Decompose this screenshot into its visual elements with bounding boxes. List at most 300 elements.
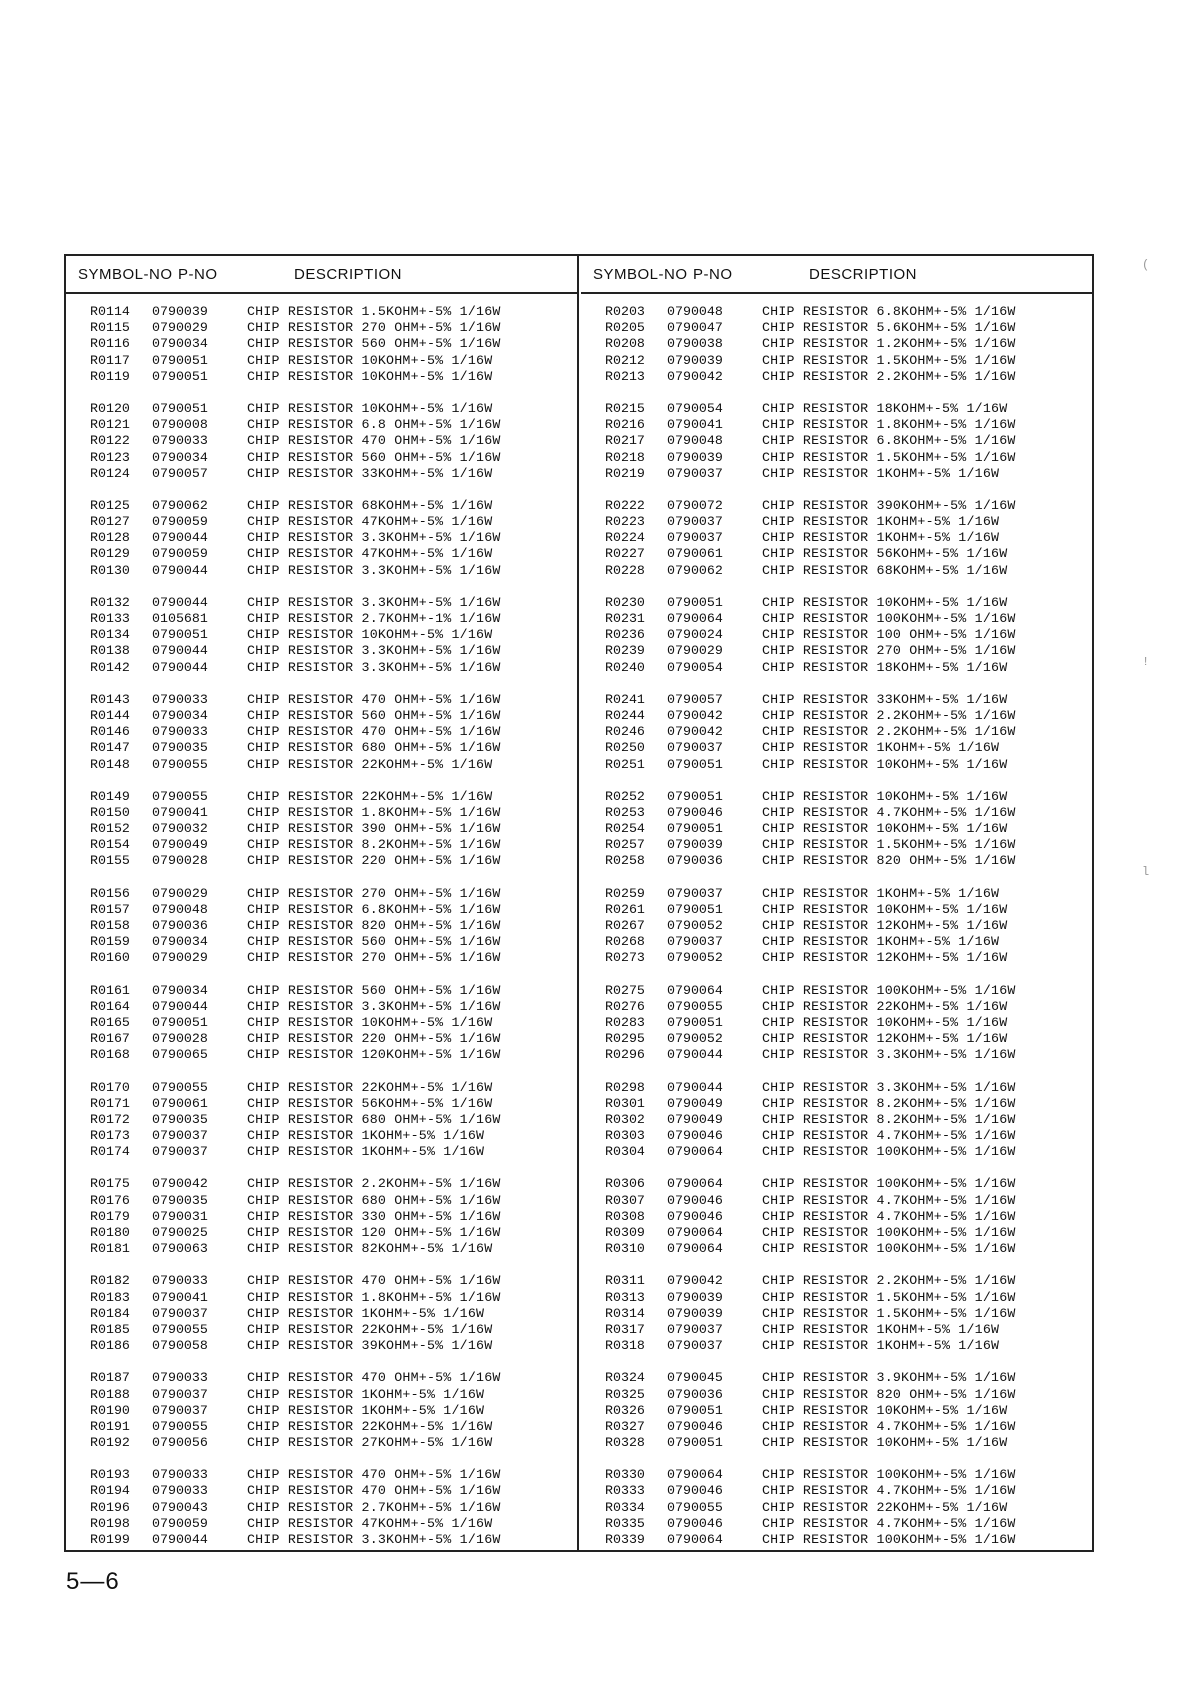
description: CHIP RESISTOR 1.8KOHM+-5% 1/16W — [247, 804, 501, 820]
symbol-no: R0142 — [90, 659, 130, 675]
description: CHIP RESISTOR 1KOHM+-5% 1/16W — [762, 740, 1000, 756]
part-no: 0790051 — [667, 1402, 723, 1418]
part-no: 0790039 — [152, 304, 208, 319]
symbol-no: R0173 — [90, 1128, 130, 1144]
table-row — [581, 498, 1094, 514]
table-row — [581, 1322, 1094, 1338]
table-row — [581, 708, 1094, 724]
table-row — [581, 433, 1094, 449]
parts-group — [581, 983, 1094, 1064]
symbol-no: R0194 — [90, 1483, 130, 1499]
description: CHIP RESISTOR 330 OHM+-5% 1/16W — [247, 1208, 501, 1224]
part-no: 0790024 — [667, 627, 723, 643]
p-no-header: P-NO — [693, 266, 733, 283]
table-row — [581, 563, 1094, 579]
description: CHIP RESISTOR 470 OHM+-5% 1/16W — [247, 433, 501, 449]
symbol-no: R0147 — [90, 740, 130, 756]
table-row — [66, 757, 577, 773]
symbol-no: R0168 — [90, 1047, 130, 1063]
description: CHIP RESISTOR 22KOHM+-5% 1/16W — [247, 788, 493, 804]
parts-group — [581, 1467, 1094, 1548]
part-no: 0790042 — [667, 707, 723, 723]
description: CHIP RESISTOR 1.2KOHM+-5% 1/16W — [762, 336, 1016, 352]
symbol-no: R0339 — [605, 1532, 645, 1547]
symbol-no: R0157 — [90, 901, 130, 917]
symbol-no: R0186 — [90, 1338, 130, 1354]
symbol-no: R0130 — [90, 562, 130, 578]
part-no: 0790044 — [152, 530, 208, 546]
part-no: 0790044 — [667, 1079, 723, 1095]
table-row — [581, 1015, 1094, 1031]
description: CHIP RESISTOR 39KOHM+-5% 1/16W — [247, 1338, 493, 1354]
symbol-no: R0254 — [605, 821, 645, 837]
description: CHIP RESISTOR 4.7KOHM+-5% 1/16W — [762, 1208, 1016, 1224]
symbol-no: R0314 — [605, 1305, 645, 1321]
table-row — [66, 1516, 577, 1532]
table-row — [581, 1532, 1094, 1548]
part-no: 0790036 — [667, 853, 723, 869]
symbol-no: R0212 — [605, 352, 645, 368]
table-row — [66, 1419, 577, 1435]
description: CHIP RESISTOR 10KOHM+-5% 1/16W — [247, 368, 493, 384]
parts-group — [66, 401, 577, 482]
symbol-no-header: SYMBOL-NO — [78, 266, 173, 283]
table-row — [581, 853, 1094, 869]
table-row — [581, 1031, 1094, 1047]
parts-group — [66, 983, 577, 1064]
part-no: 0790035 — [152, 1111, 208, 1127]
table-row — [66, 320, 577, 336]
table-row — [66, 983, 577, 999]
symbol-no: R0275 — [605, 982, 645, 998]
part-no: 0790037 — [667, 1338, 723, 1354]
part-no: 0790055 — [152, 756, 208, 772]
table-row — [66, 692, 577, 708]
description: CHIP RESISTOR 3.3KOHM+-5% 1/16W — [247, 643, 501, 659]
symbol-no: R0328 — [605, 1435, 645, 1451]
symbol-no: R0318 — [605, 1338, 645, 1354]
symbol-no: R0193 — [90, 1467, 130, 1483]
part-no: 0790057 — [152, 465, 208, 481]
description: CHIP RESISTOR 47KOHM+-5% 1/16W — [247, 514, 493, 530]
part-no: 0790035 — [152, 1192, 208, 1208]
table-row — [66, 450, 577, 466]
part-no: 0790034 — [152, 336, 208, 352]
part-no: 0790051 — [667, 1435, 723, 1451]
description: CHIP RESISTOR 1.5KOHM+-5% 1/16W — [762, 1305, 1016, 1321]
part-no: 0790039 — [667, 837, 723, 853]
symbol-no: R0326 — [605, 1402, 645, 1418]
part-no: 0790041 — [667, 417, 723, 433]
table-row — [66, 999, 577, 1015]
description: CHIP RESISTOR 8.2KOHM+-5% 1/16W — [762, 1095, 1016, 1111]
description: CHIP RESISTOR 390 OHM+-5% 1/16W — [247, 821, 501, 837]
table-row — [581, 983, 1094, 999]
symbol-no: R0313 — [605, 1289, 645, 1305]
symbol-no: R0196 — [90, 1499, 130, 1515]
table-row — [581, 1516, 1094, 1532]
symbol-no: R0146 — [90, 724, 130, 740]
part-no: 0790036 — [152, 918, 208, 933]
symbol-no: R0244 — [605, 707, 645, 723]
table-row — [581, 1467, 1094, 1483]
description: CHIP RESISTOR 100KOHM+-5% 1/16W — [762, 1532, 1016, 1547]
part-no: 0790051 — [152, 627, 208, 643]
description: CHIP RESISTOR 10KOHM+-5% 1/16W — [247, 627, 493, 643]
table-row — [581, 660, 1094, 676]
parts-group — [66, 304, 577, 385]
description: CHIP RESISTOR 470 OHM+-5% 1/16W — [247, 1467, 501, 1483]
symbol-no: R0205 — [605, 320, 645, 336]
table-row — [581, 821, 1094, 837]
table-row — [581, 1112, 1094, 1128]
description: CHIP RESISTOR 8.2KOHM+-5% 1/16W — [247, 837, 501, 853]
symbol-no: R0132 — [90, 594, 130, 610]
table-row — [66, 466, 577, 482]
table-row — [581, 902, 1094, 918]
table-row — [66, 1483, 577, 1499]
table-row — [581, 789, 1094, 805]
symbol-no: R0117 — [90, 352, 130, 368]
table-row — [66, 950, 577, 966]
part-no: 0790044 — [152, 643, 208, 659]
part-no: 0790039 — [667, 352, 723, 368]
symbol-no: R0251 — [605, 756, 645, 772]
table-row — [66, 417, 577, 433]
table-row — [581, 999, 1094, 1015]
description: CHIP RESISTOR 1KOHM+-5% 1/16W — [247, 1402, 485, 1418]
table-row — [581, 1273, 1094, 1289]
table-row — [581, 1241, 1094, 1257]
table-row — [66, 886, 577, 902]
description: CHIP RESISTOR 100 OHM+-5% 1/16W — [762, 627, 1016, 643]
part-no: 0790033 — [152, 724, 208, 740]
symbol-no: R0125 — [90, 497, 130, 513]
description: CHIP RESISTOR 3.3KOHM+-5% 1/16W — [762, 1047, 1016, 1063]
part-no: 0790029 — [152, 885, 208, 901]
table-row — [581, 1500, 1094, 1516]
description: CHIP RESISTOR 270 OHM+-5% 1/16W — [247, 320, 501, 336]
part-no: 0790055 — [152, 1079, 208, 1095]
description: CHIP RESISTOR 22KOHM+-5% 1/16W — [247, 1418, 493, 1434]
description: CHIP RESISTOR 5.6KOHM+-5% 1/16W — [762, 320, 1016, 336]
description: CHIP RESISTOR 100KOHM+-5% 1/16W — [762, 982, 1016, 998]
symbol-no: R0122 — [90, 433, 130, 449]
part-no: 0790052 — [667, 918, 723, 933]
part-no: 0790033 — [152, 1370, 208, 1386]
description: CHIP RESISTOR 33KOHM+-5% 1/16W — [247, 465, 493, 481]
description: CHIP RESISTOR 4.7KOHM+-5% 1/16W — [762, 1192, 1016, 1208]
part-no: 0790037 — [152, 1386, 208, 1402]
table-row — [66, 1080, 577, 1096]
table-row — [581, 514, 1094, 530]
table-row — [581, 1338, 1094, 1354]
description: CHIP RESISTOR 220 OHM+-5% 1/16W — [247, 1031, 501, 1047]
part-no: 0790033 — [152, 1273, 208, 1289]
symbol-no: R0240 — [605, 659, 645, 675]
table-row — [66, 627, 577, 643]
part-no: 0790032 — [152, 821, 208, 837]
description: CHIP RESISTOR 22KOHM+-5% 1/16W — [762, 998, 1008, 1014]
description: CHIP RESISTOR 10KOHM+-5% 1/16W — [762, 821, 1008, 837]
table-row — [66, 1031, 577, 1047]
part-no: 0790056 — [152, 1435, 208, 1451]
description: CHIP RESISTOR 2.2KOHM+-5% 1/16W — [762, 1273, 1016, 1289]
table-row — [66, 498, 577, 514]
table-row — [581, 1128, 1094, 1144]
symbol-no: R0296 — [605, 1047, 645, 1063]
part-no: 0790064 — [667, 982, 723, 998]
left-parts-groups — [66, 294, 577, 1548]
part-no: 0790061 — [152, 1095, 208, 1111]
symbol-no: R0182 — [90, 1273, 130, 1289]
part-no: 0790037 — [667, 514, 723, 530]
table-row — [66, 789, 577, 805]
description: CHIP RESISTOR 10KOHM+-5% 1/16W — [762, 901, 1008, 917]
part-no: 0790037 — [667, 530, 723, 546]
part-no: 0790029 — [667, 643, 723, 659]
symbol-no: R0239 — [605, 643, 645, 659]
table-row — [66, 660, 577, 676]
symbol-no: R0259 — [605, 885, 645, 901]
parts-group — [66, 692, 577, 773]
symbol-no: R0253 — [605, 804, 645, 820]
table-row — [66, 643, 577, 659]
description-header: DESCRIPTION — [809, 266, 918, 283]
table-row — [581, 918, 1094, 934]
part-no: 0790033 — [152, 1467, 208, 1483]
part-no: 0790039 — [667, 1289, 723, 1305]
description: CHIP RESISTOR 2.2KOHM+-5% 1/16W — [247, 1176, 501, 1192]
description: CHIP RESISTOR 1.5KOHM+-5% 1/16W — [762, 1289, 1016, 1305]
description: CHIP RESISTOR 10KOHM+-5% 1/16W — [762, 1014, 1008, 1030]
table-row — [66, 1403, 577, 1419]
description: CHIP RESISTOR 100KOHM+-5% 1/16W — [762, 611, 1016, 626]
symbol-no: R0133 — [90, 611, 130, 626]
table-row — [581, 950, 1094, 966]
table-row — [66, 530, 577, 546]
description: CHIP RESISTOR 270 OHM+-5% 1/16W — [247, 950, 501, 966]
description: CHIP RESISTOR 22KOHM+-5% 1/16W — [247, 1321, 493, 1337]
part-no: 0790037 — [667, 740, 723, 756]
symbol-no: R0179 — [90, 1208, 130, 1224]
symbol-no: R0304 — [605, 1144, 645, 1160]
parts-group — [581, 1080, 1094, 1161]
part-no: 0790055 — [152, 1321, 208, 1337]
table-row — [66, 1193, 577, 1209]
symbol-no: R0223 — [605, 514, 645, 530]
parts-list-table — [64, 254, 1094, 1552]
part-no: 0790034 — [152, 707, 208, 723]
symbol-no: R0134 — [90, 627, 130, 643]
table-row — [66, 1176, 577, 1192]
description: CHIP RESISTOR 1KOHM+-5% 1/16W — [762, 514, 1000, 530]
description: CHIP RESISTOR 470 OHM+-5% 1/16W — [247, 1273, 501, 1289]
table-row — [581, 805, 1094, 821]
symbol-no: R0258 — [605, 853, 645, 869]
table-row — [66, 353, 577, 369]
symbol-no: R0160 — [90, 950, 130, 966]
symbol-no: R0114 — [90, 304, 130, 319]
part-no: 0790051 — [667, 821, 723, 837]
parts-group — [66, 1370, 577, 1451]
part-no: 0790037 — [667, 465, 723, 481]
part-no: 0790058 — [152, 1338, 208, 1354]
part-no: 0790051 — [667, 1014, 723, 1030]
table-row — [581, 336, 1094, 352]
right-column-header — [581, 256, 1094, 294]
symbol-no: R0187 — [90, 1370, 130, 1386]
symbol-no: R0236 — [605, 627, 645, 643]
symbol-no: R0252 — [605, 788, 645, 804]
table-row — [581, 369, 1094, 385]
description: CHIP RESISTOR 1KOHM+-5% 1/16W — [762, 885, 1000, 901]
table-row — [581, 627, 1094, 643]
parts-group — [581, 304, 1094, 385]
left-column — [66, 256, 579, 1550]
symbol-no: R0165 — [90, 1014, 130, 1030]
symbol-no: R0129 — [90, 546, 130, 562]
symbol-no: R0123 — [90, 449, 130, 465]
part-no: 0790044 — [152, 594, 208, 610]
description: CHIP RESISTOR 1KOHM+-5% 1/16W — [762, 1338, 1000, 1354]
table-row — [581, 1176, 1094, 1192]
description: CHIP RESISTOR 1.8KOHM+-5% 1/16W — [762, 417, 1016, 433]
description: CHIP RESISTOR 3.9KOHM+-5% 1/16W — [762, 1370, 1016, 1386]
part-no: 0790037 — [667, 1321, 723, 1337]
description: CHIP RESISTOR 6.8KOHM+-5% 1/16W — [762, 304, 1016, 319]
table-row — [66, 1435, 577, 1451]
table-row — [66, 1096, 577, 1112]
symbol-no: R0176 — [90, 1192, 130, 1208]
description: CHIP RESISTOR 56KOHM+-5% 1/16W — [247, 1095, 493, 1111]
symbol-no: R0324 — [605, 1370, 645, 1386]
table-row — [581, 643, 1094, 659]
parts-group — [66, 1273, 577, 1354]
part-no: 0790047 — [667, 320, 723, 336]
part-no: 0790049 — [152, 837, 208, 853]
symbol-no: R0327 — [605, 1418, 645, 1434]
table-row — [66, 595, 577, 611]
symbol-no: R0215 — [605, 400, 645, 416]
description: CHIP RESISTOR 10KOHM+-5% 1/16W — [247, 352, 493, 368]
part-no: 0790052 — [667, 950, 723, 966]
part-no: 0790028 — [152, 1031, 208, 1047]
table-row — [581, 692, 1094, 708]
description: CHIP RESISTOR 1.8KOHM+-5% 1/16W — [247, 1289, 501, 1305]
right-column — [581, 256, 1094, 1550]
part-no: 0790035 — [152, 740, 208, 756]
table-row — [581, 611, 1094, 627]
part-no: 0790042 — [152, 1176, 208, 1192]
symbol-no: R0180 — [90, 1225, 130, 1240]
symbol-no: R0188 — [90, 1386, 130, 1402]
symbol-no: R0119 — [90, 368, 130, 384]
symbol-no: R0317 — [605, 1321, 645, 1337]
description: CHIP RESISTOR 3.3KOHM+-5% 1/16W — [247, 530, 501, 546]
description: CHIP RESISTOR 8.2KOHM+-5% 1/16W — [762, 1111, 1016, 1127]
parts-group — [581, 692, 1094, 773]
part-no: 0790046 — [667, 1515, 723, 1531]
symbol-no: R0185 — [90, 1321, 130, 1337]
part-no: 0790044 — [152, 1532, 208, 1547]
part-no: 0790055 — [152, 1418, 208, 1434]
table-row — [66, 1128, 577, 1144]
symbol-no: R0138 — [90, 643, 130, 659]
description: CHIP RESISTOR 22KOHM+-5% 1/16W — [762, 1499, 1008, 1515]
table-row — [66, 708, 577, 724]
table-row — [66, 1144, 577, 1160]
description: CHIP RESISTOR 4.7KOHM+-5% 1/16W — [762, 1128, 1016, 1144]
description: CHIP RESISTOR 220 OHM+-5% 1/16W — [247, 853, 501, 869]
table-row — [581, 1080, 1094, 1096]
left-column-header — [66, 256, 577, 294]
symbol-no: R0306 — [605, 1176, 645, 1192]
symbol-no: R0298 — [605, 1079, 645, 1095]
description: CHIP RESISTOR 470 OHM+-5% 1/16W — [247, 1370, 501, 1386]
description: CHIP RESISTOR 1KOHM+-5% 1/16W — [247, 1144, 485, 1160]
description: CHIP RESISTOR 820 OHM+-5% 1/16W — [762, 1386, 1016, 1402]
symbol-no: R0164 — [90, 998, 130, 1014]
part-no: 0790055 — [152, 788, 208, 804]
symbol-no: R0219 — [605, 465, 645, 481]
description: CHIP RESISTOR 1KOHM+-5% 1/16W — [247, 1128, 485, 1144]
table-row — [581, 1225, 1094, 1241]
table-row — [581, 320, 1094, 336]
part-no: 0790055 — [667, 998, 723, 1014]
table-row — [581, 1387, 1094, 1403]
symbol-no: R0192 — [90, 1435, 130, 1451]
part-no: 0790064 — [667, 1467, 723, 1483]
part-no: 0790055 — [667, 1499, 723, 1515]
description: CHIP RESISTOR 2.2KOHM+-5% 1/16W — [762, 707, 1016, 723]
part-no: 0790029 — [152, 950, 208, 966]
symbol-no: R0161 — [90, 982, 130, 998]
part-no: 0790046 — [667, 1483, 723, 1499]
description: CHIP RESISTOR 6.8KOHM+-5% 1/16W — [247, 901, 501, 917]
parts-group — [581, 789, 1094, 870]
part-no: 0790064 — [667, 1241, 723, 1257]
symbol-no: R0152 — [90, 821, 130, 837]
parts-group — [581, 1176, 1094, 1257]
part-no: 0790059 — [152, 546, 208, 562]
description: CHIP RESISTOR 820 OHM+-5% 1/16W — [762, 853, 1016, 869]
table-row — [66, 304, 577, 320]
table-row — [66, 853, 577, 869]
part-no: 0790051 — [667, 788, 723, 804]
description: CHIP RESISTOR 1.5KOHM+-5% 1/16W — [247, 304, 501, 319]
description: CHIP RESISTOR 560 OHM+-5% 1/16W — [247, 449, 501, 465]
part-no: 0790041 — [152, 804, 208, 820]
part-no: 0790031 — [152, 1208, 208, 1224]
symbol-no: R0167 — [90, 1031, 130, 1047]
description: CHIP RESISTOR 820 OHM+-5% 1/16W — [247, 918, 501, 933]
symbol-no: R0267 — [605, 918, 645, 933]
table-row — [581, 1193, 1094, 1209]
parts-group — [66, 1176, 577, 1257]
table-row — [66, 433, 577, 449]
description: CHIP RESISTOR 6.8KOHM+-5% 1/16W — [762, 433, 1016, 449]
description: CHIP RESISTOR 100KOHM+-5% 1/16W — [762, 1144, 1016, 1160]
table-row — [581, 1209, 1094, 1225]
description: CHIP RESISTOR 10KOHM+-5% 1/16W — [247, 400, 493, 416]
symbol-no: R0222 — [605, 497, 645, 513]
table-row — [581, 1419, 1094, 1435]
description: CHIP RESISTOR 56KOHM+-5% 1/16W — [762, 546, 1008, 562]
table-row — [581, 1290, 1094, 1306]
table-row — [66, 740, 577, 756]
page-number: 5—6 — [66, 1568, 120, 1595]
